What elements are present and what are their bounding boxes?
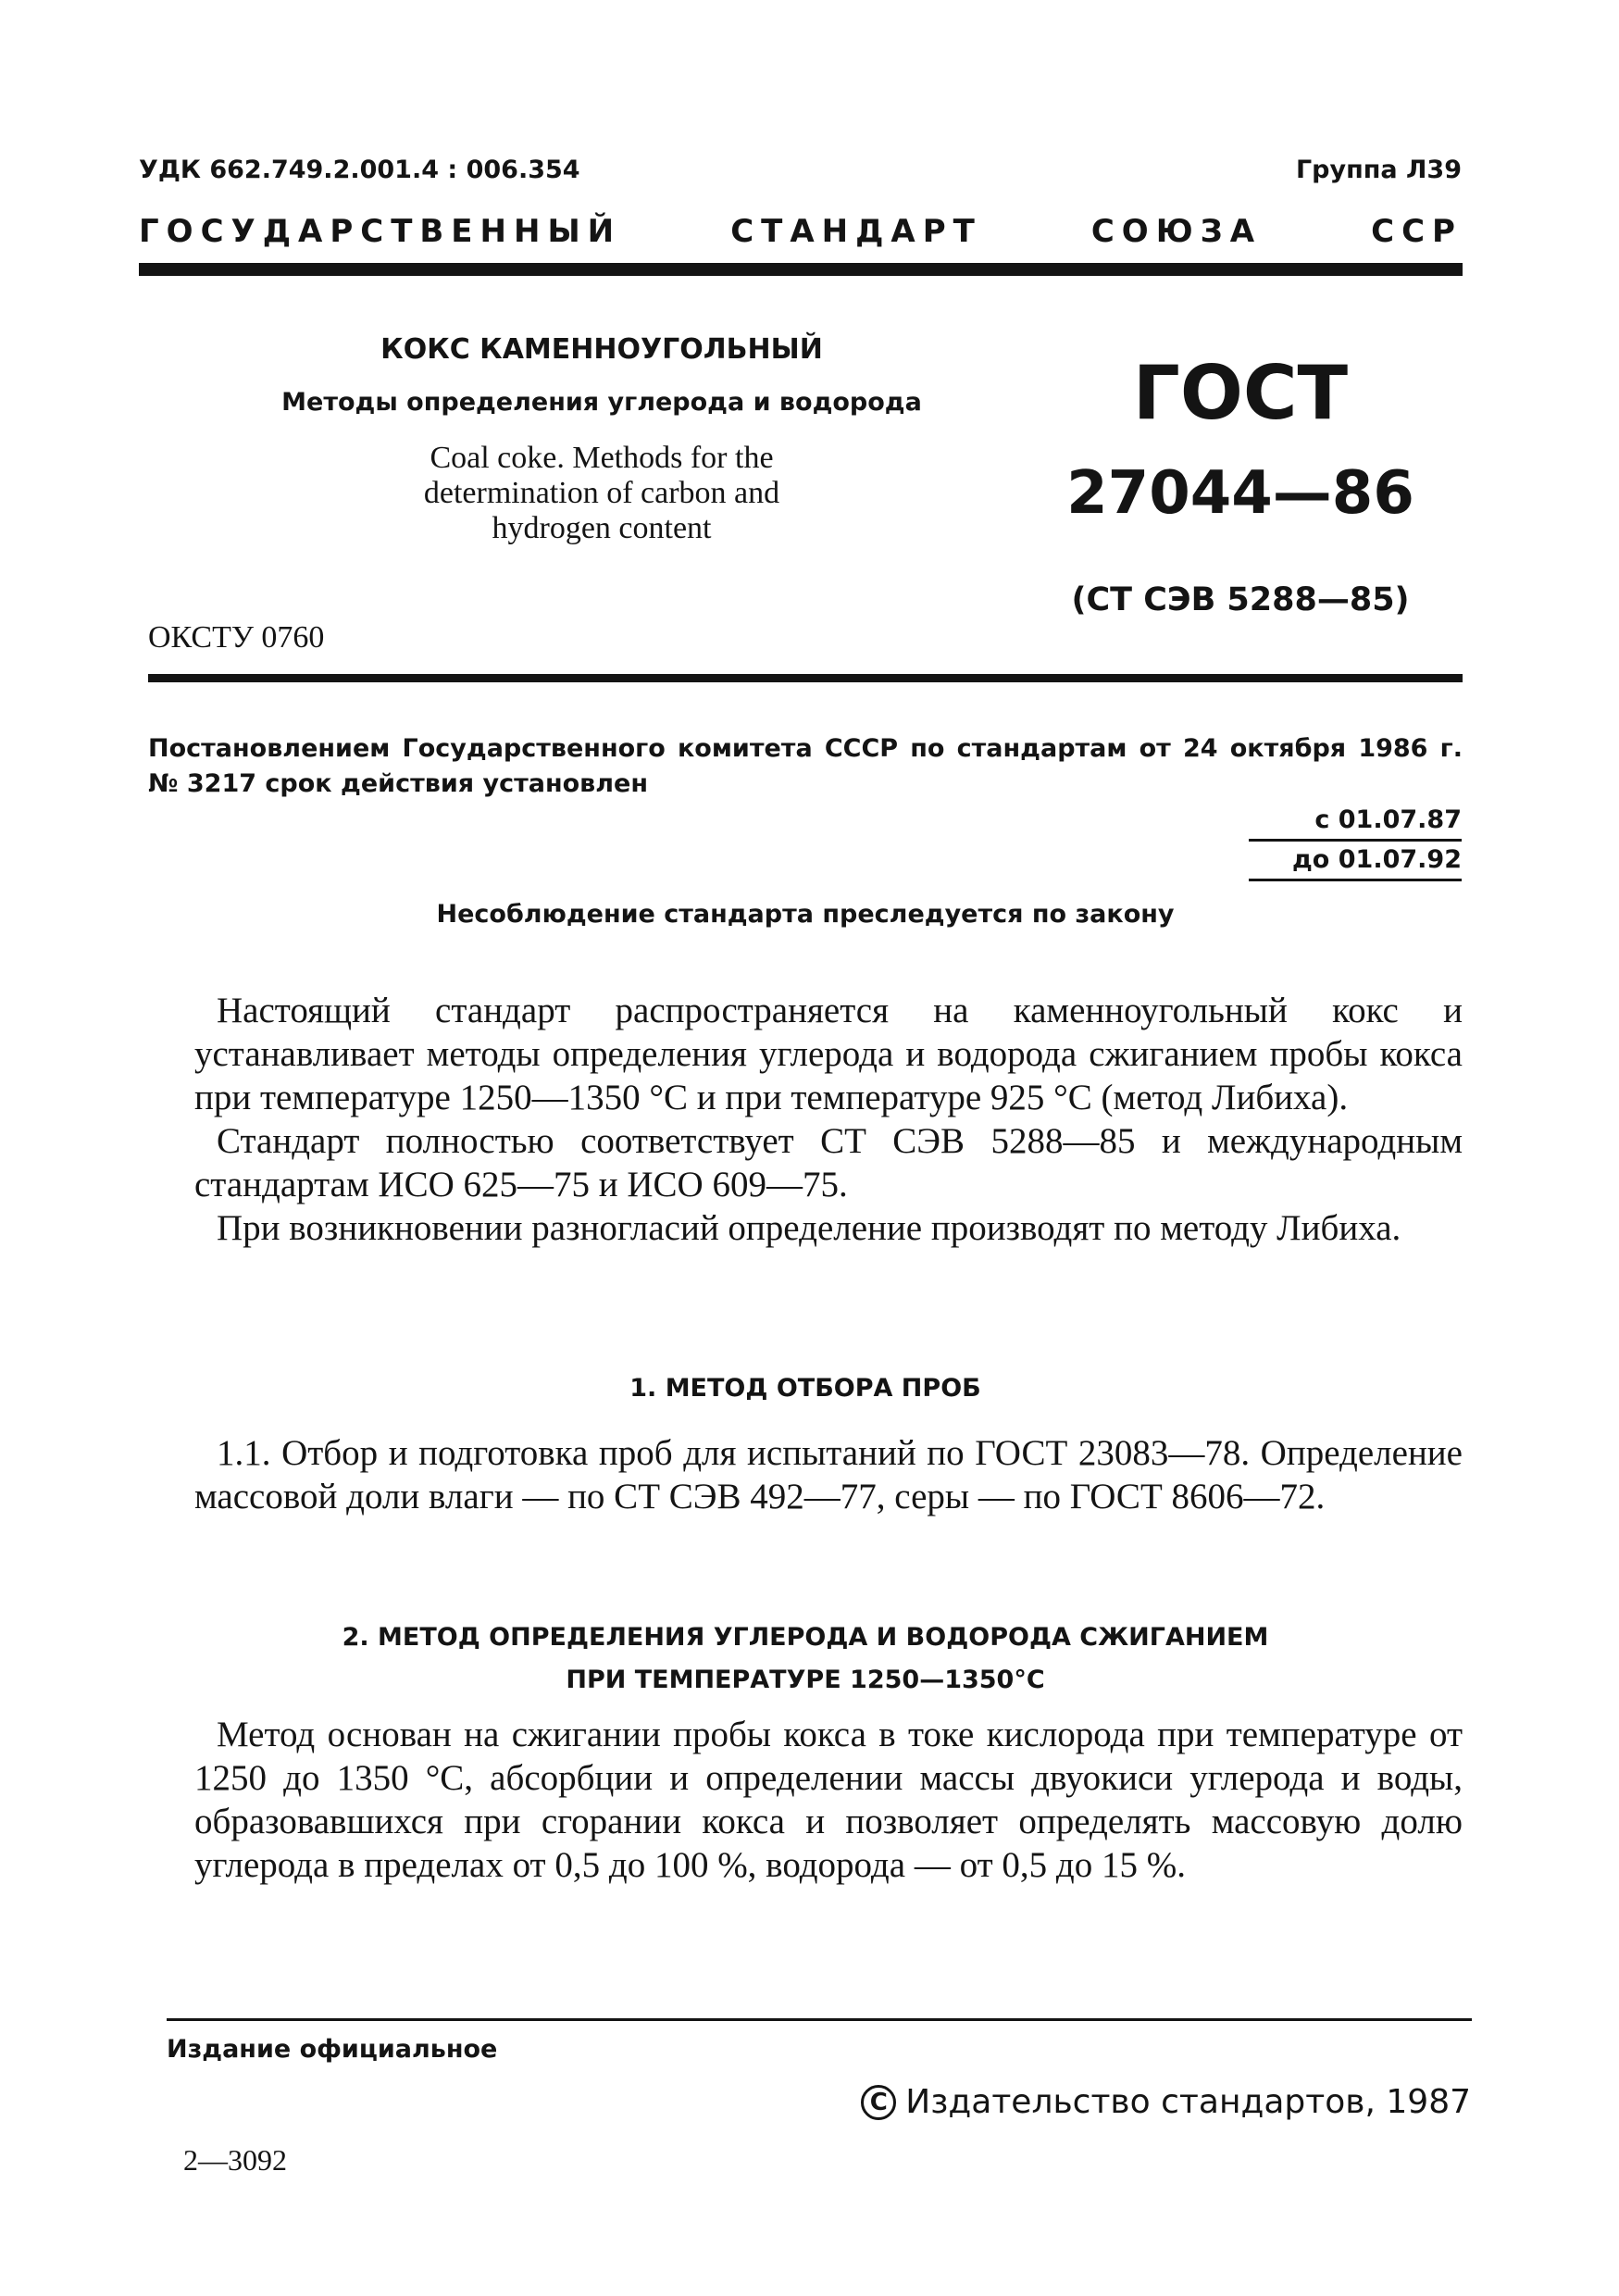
publisher-line (861, 2083, 1471, 2121)
publisher-name: Издательство стандартов, 1987 (905, 2083, 1471, 2121)
section-2-paragraph: Метод основан на сжигании пробы кокса в токе кислорода при температуре от 1250 до 1350 °С, абсорбции и определении массы двуокиси углерода и воды, образовавшихся при сгорании кокса и позволяет определять массовую долю углерода в пределах от 0,5 до 100 %, водорода — от 0,5 до 15 %. (194, 1715, 1463, 1885)
title-rule (148, 674, 1463, 682)
date-to: до 01.07.92 (1249, 842, 1462, 881)
title-en-line: Coal coke. Methods for the (430, 441, 774, 475)
cmea-standard: (СТ СЭВ 5288—85) (1071, 581, 1410, 618)
intro-paragraph: Настоящий стандарт распространяется на каменноугольный кокс и устанавливает методы определения углерода и водорода сжиганием пробы кокса при температуре 1250—1350 °С и при температуре 925 °С (метод Либиха). (194, 991, 1463, 1117)
edition-label: Издание официальное (167, 2035, 498, 2064)
section-2-heading (148, 1616, 1463, 1702)
title-ru: КОКС КАМЕННОУГОЛЬНЫЙ (380, 333, 823, 366)
gost-number: 27044—86 (1066, 459, 1414, 528)
gost-label: ГОСТ (1132, 350, 1349, 436)
title-block (231, 333, 972, 546)
gost-block (1046, 352, 1435, 618)
header-rule (139, 263, 1463, 276)
okstu-code: ОКСТУ 0760 (148, 620, 325, 655)
title-en (231, 441, 972, 546)
udk-code: УДК 662.749.2.001.4 : 006.354 (139, 156, 580, 184)
section-1-heading: 1. МЕТОД ОТБОРА ПРОБ (629, 1374, 981, 1403)
banner-word: ГОСУДАРСТВЕННЫЙ (139, 213, 622, 250)
title-en-line: determination of carbon and (423, 476, 780, 510)
date-from: с 01.07.87 (1249, 802, 1462, 842)
page-code: 2—3092 (183, 2143, 287, 2177)
banner-word: СТАНДАРТ (730, 213, 982, 250)
copyright-icon: С (861, 2085, 896, 2120)
section-1-body (194, 1431, 1463, 1518)
footer-rule (167, 2018, 1472, 2021)
validity-dates (1249, 802, 1462, 881)
group-code: Группа Л39 (1295, 156, 1462, 184)
state-standard-banner (139, 213, 1463, 250)
intro-paragraph: Стандарт полностью соответствует СТ СЭВ 5288—85 и международным стандартам ИСО 625—75 и ИСО 609—75. (194, 1121, 1463, 1204)
section-1-paragraph: 1.1. Отбор и подготовка проб для испытаний по ГОСТ 23083—78. Определение массовой доли влаги — по СТ СЭВ 492—77, серы — по ГОСТ 8606—72. (194, 1433, 1463, 1516)
intro-paragraph: При возникновении разногласий определение производят по методу Либиха. (217, 1208, 1401, 1248)
intro-section (194, 989, 1463, 1250)
title-en-line: hydrogen content (492, 511, 712, 545)
section-2-heading-line: ПРИ ТЕМПЕРАТУРЕ 1250—1350°С (566, 1666, 1045, 1694)
banner-word: ССР (1371, 213, 1463, 250)
subtitle-ru: Методы определения углерода и водорода (281, 388, 922, 417)
section-2-heading-line: 2. МЕТОД ОПРЕДЕЛЕНИЯ УГЛЕРОДА И ВОДОРОДА СЖИГАНИЕМ (342, 1623, 1269, 1652)
banner-word: СОЮЗА (1090, 213, 1263, 250)
decree-text: Постановлением Государственного комитета СССР по стандартам от 24 октября 1986 г. № 3217 срок действия установлен (148, 734, 1463, 798)
section-2-body (194, 1713, 1463, 1887)
noncompliance-notice: Несоблюдение стандарта преследуется по закону (436, 900, 1175, 929)
